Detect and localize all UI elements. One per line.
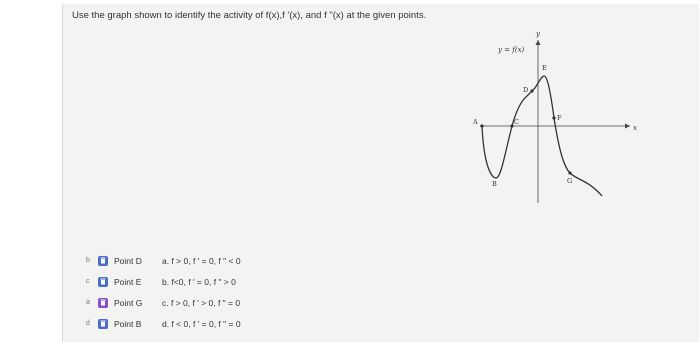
point-g-label: G: [567, 177, 573, 185]
point-f-marker: [552, 116, 555, 119]
point-label: Point G: [114, 297, 143, 308]
point-a-label: A: [473, 118, 478, 126]
match-row: [86, 313, 241, 334]
point-d-label: D: [523, 86, 529, 94]
point-label: Point D: [114, 255, 142, 266]
selected-letter[interactable]: d: [86, 320, 90, 327]
point-a-marker: [480, 124, 483, 127]
matching-list: [86, 250, 241, 334]
point-g-marker: [568, 171, 571, 174]
match-row: [86, 250, 241, 271]
question-prompt: Use the graph shown to identify the activity of f(x),f '(x), and f "(x) at the given points.: [72, 10, 427, 21]
trash-icon[interactable]: [98, 277, 108, 287]
selected-letter[interactable]: c: [86, 278, 90, 285]
y-axis-label: y: [536, 30, 540, 38]
selected-letter[interactable]: a: [86, 299, 90, 306]
graph-svg: [470, 28, 640, 208]
trash-icon[interactable]: [98, 319, 108, 329]
function-curve: [482, 76, 602, 196]
point-c-label: C: [514, 118, 519, 126]
x-axis-arrow: [625, 124, 630, 129]
match-row: [86, 292, 241, 313]
point-label: Point E: [114, 276, 142, 287]
match-row: [86, 271, 241, 292]
point-label: Point B: [114, 318, 142, 329]
choice-text: d. f < 0, f ' = 0, f " = 0: [162, 318, 241, 329]
function-graph: [470, 28, 640, 208]
choice-text: a. f > 0, f ' = 0, f " < 0: [162, 255, 241, 266]
x-axis-label: x: [633, 124, 637, 132]
selected-letter[interactable]: b: [86, 257, 90, 264]
point-b-label: B: [492, 180, 497, 188]
choice-text: b. f<0, f ' = 0, f " > 0: [162, 276, 236, 287]
choice-text: c. f > 0, f ' > 0, f " = 0: [162, 297, 241, 308]
trash-icon[interactable]: [98, 256, 108, 266]
function-label: y = f(x): [498, 46, 525, 54]
point-f-label: F: [557, 114, 562, 122]
point-d-marker: [530, 89, 533, 92]
y-axis-arrow: [536, 40, 541, 45]
trash-icon[interactable]: [98, 298, 108, 308]
point-e-label: E: [542, 64, 547, 72]
